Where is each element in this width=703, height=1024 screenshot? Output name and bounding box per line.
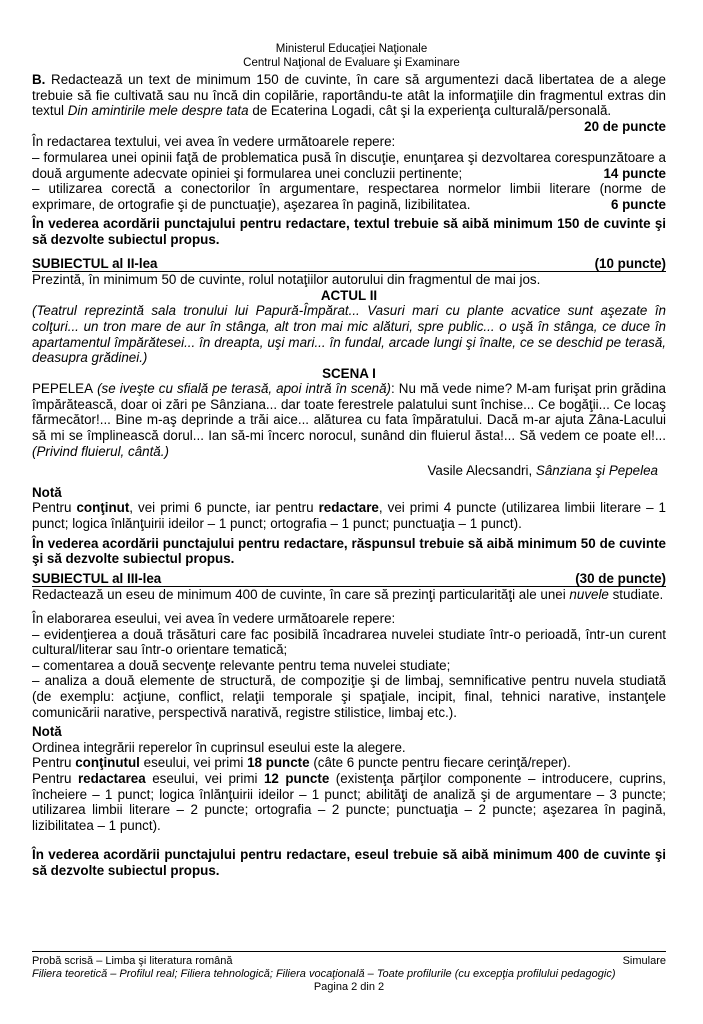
header-center: Centrul Naţional de Evaluare şi Examinare <box>243 57 460 69</box>
s3-title: SUBIECTUL al III-lea <box>32 570 162 586</box>
s3-heading <box>32 571 666 588</box>
s3-reper-2: – comentarea a două secvenţe relevante pentru tema nuvelei studiate; <box>32 657 451 673</box>
s2-source: Vasile Alecsandri, Sânziana şi Pepelea <box>427 463 658 479</box>
exam-content <box>32 72 666 879</box>
footer-divider <box>32 951 666 952</box>
s2-note: În vederea acordării punctajului pentru redactare, răspunsul trebuie să aibă minimum 50 de cuvinte şi să dezvolte subiectul propus. <box>32 535 666 567</box>
s3-redactare-points: Pentru redactarea eseului, vei primi 12 puncte (existenţa părţilor componente – introducere, cuprins, încheiere – 1 punct; logica înlănţuirii ideilor – 1 punct; abilităţi de analiză şi de argumentare – 3 puncte; utilizarea limbii literare – 2 puncte; ortografia – 2 puncte; punctuaţia – 2 puncte; aşezarea în pagină, lizibilitatea – 1 punct). <box>32 770 666 833</box>
s2-task: Prezintă, în minimum 50 de cuvinte, rolul notaţiilor autorului din fragmentul de mai jos. <box>32 272 541 288</box>
s2-nota-label: Notă <box>32 484 62 500</box>
s2-speech: PEPELEA (se iveşte cu sfială pe terasă, apoi intră în scenă): Nu mă vede nime? M-am furişat prin grădina împărătească, doar oi zări pe Sânziana... dar toate ferestrele palatului sunt închise... Ce bogăţii... Ce locaş fărmecător!... Bine m-aş deprinde a trăi aice... alăturea cu fata împăratului. Dacă m-ar ajuta Zâna-Lacului să mi se împlinească dorul... Ian să-mi încerc norocul, sunând din fluierul ăsta!... Să vedem ce poate el!... (Privind fluierul, cântă.) <box>32 381 667 459</box>
s3-order: Ordinea integrării reperelor în cuprinsul eseului este la alegere. <box>32 739 406 755</box>
footer-profiles: Filiera teoretică – Profilul real; Filiera tehnologică; Filiera vocaţională – Toate profilurile (cu excepţia profilului pedagogic) <box>32 968 616 980</box>
b-points: 20 de puncte <box>584 118 666 134</box>
b-reper-1-points: 14 puncte <box>603 165 666 181</box>
b-task: B. Redactează un text de minimum 150 de cuvinte, în care să argumentezi dacă libertatea de a alege trebuie să fie cultivată sau nu încă din copilărie, raportându-te atât la informaţiile din fragmentul extras din textul Din amintirile mele despre tata de Ecaterina Logadi, cât şi la experienţa culturală/personală. <box>32 72 666 119</box>
footer-page-number: Pagina 2 din 2 <box>313 981 385 993</box>
b-reper-1: – formularea unei opinii faţă de problematica pusă în discuţie, enunţarea şi dezvoltarea corespunzătoare a două argumente adecvate opiniei şi formularea unei concluzii pertinente; <box>32 149 666 181</box>
s2-stage-directions: (Teatrul reprezintă sala tronului lui Papură-Împărat... Vasuri mari cu plante acvatice sunt aşezate în colţuri... un tron mare de aur în stânga, alt tron mai mic alături, spre public... o uşă în stânga, ce duce în apartamentul împărătesei... în dreapta, uşi mari... în fundal, arcade lungi şi înalte, ce se deschid pe terasă, deasupra grădinei.) <box>32 303 666 366</box>
s2-title: SUBIECTUL al II-lea <box>32 255 158 271</box>
b-reper-2: – utilizarea corectă a conectorilor în argumentare, respectarea normelor limbii literare (norme de exprimare, de ortografie şi de punctuaţie), aşezarea în pagină, lizibilitatea. <box>32 181 666 212</box>
s3-repere-intro: În elaborarea eseului, vei avea în vedere următoarele repere: <box>32 611 396 626</box>
b-text-title: Din amintirile mele despre tata <box>67 103 249 119</box>
s3-note: În vederea acordării punctajului pentru redactare, eseul trebuie să aibă minimum 400 de cuvinte şi să dezvolte subiectul propus. <box>32 847 666 878</box>
s2-nota: Pentru conţinut, vei primi 6 puncte, iar pentru redactare, vei primi 4 puncte (utilizarea limbii literare – 1 punct; logica înlănţuirii ideilor – 1 punct; ortografia – 1 punct; punctuaţia – 1 punct). <box>32 500 666 532</box>
b-repere-intro: În redactarea textului, vei avea în vedere următoarele repere: <box>32 134 396 150</box>
footer-row-1 <box>32 955 666 968</box>
s3-task: Redactează un eseu de minimum 400 de cuvinte, în care să prezinţi particularităţi ale unei nuvele studiate. <box>32 587 664 603</box>
s2-scene: SCENA I <box>322 365 376 381</box>
s2-points: (10 puncte) <box>594 255 666 271</box>
s3-reper-1: – evidenţierea a două trăsături care fac posibilă încadrarea nuvelei studiate într-o perioadă, într-un curent cultural/literar sau într-o orientare tematică; <box>32 626 666 658</box>
s3-nota-label: Notă <box>32 724 62 740</box>
footer-exam: Probă scrisă – Limba şi literatura română <box>32 955 233 967</box>
s2-heading <box>32 256 666 273</box>
b-reper-2-points: 6 puncte <box>610 196 666 212</box>
footer-simulation: Simulare <box>622 955 666 967</box>
b-note: În vederea acordării punctajului pentru redactare, textul trebuie să aibă minimum 150 de cuvinte şi să dezvolte subiectul propus. <box>32 216 666 247</box>
s2-speaker: PEPELEA <box>32 381 94 397</box>
s3-points: (30 de puncte) <box>575 570 666 586</box>
s2-act: ACTUL II <box>320 287 378 303</box>
footer <box>32 955 666 994</box>
header-ministry: Ministerul Educaţiei Naţionale <box>275 43 428 55</box>
s3-content-points: Pentru conţinutul eseului, vei primi 18 puncte (câte 6 puncte pentru fiecare cerinţă/reper). <box>32 755 571 771</box>
b-label: B. <box>32 72 46 87</box>
s3-reper-3: – analiza a două elemente de structură, de compoziţie şi de limbaj, semnificative pentru nuvela studiată (de exemplu: acţiune, conflict, relaţii temporale şi spaţiale, incipit, final, tehnici narative, instanţele comunicării narative, perspectivă narativă, registre stilistice, limbaj etc.). <box>32 673 666 720</box>
